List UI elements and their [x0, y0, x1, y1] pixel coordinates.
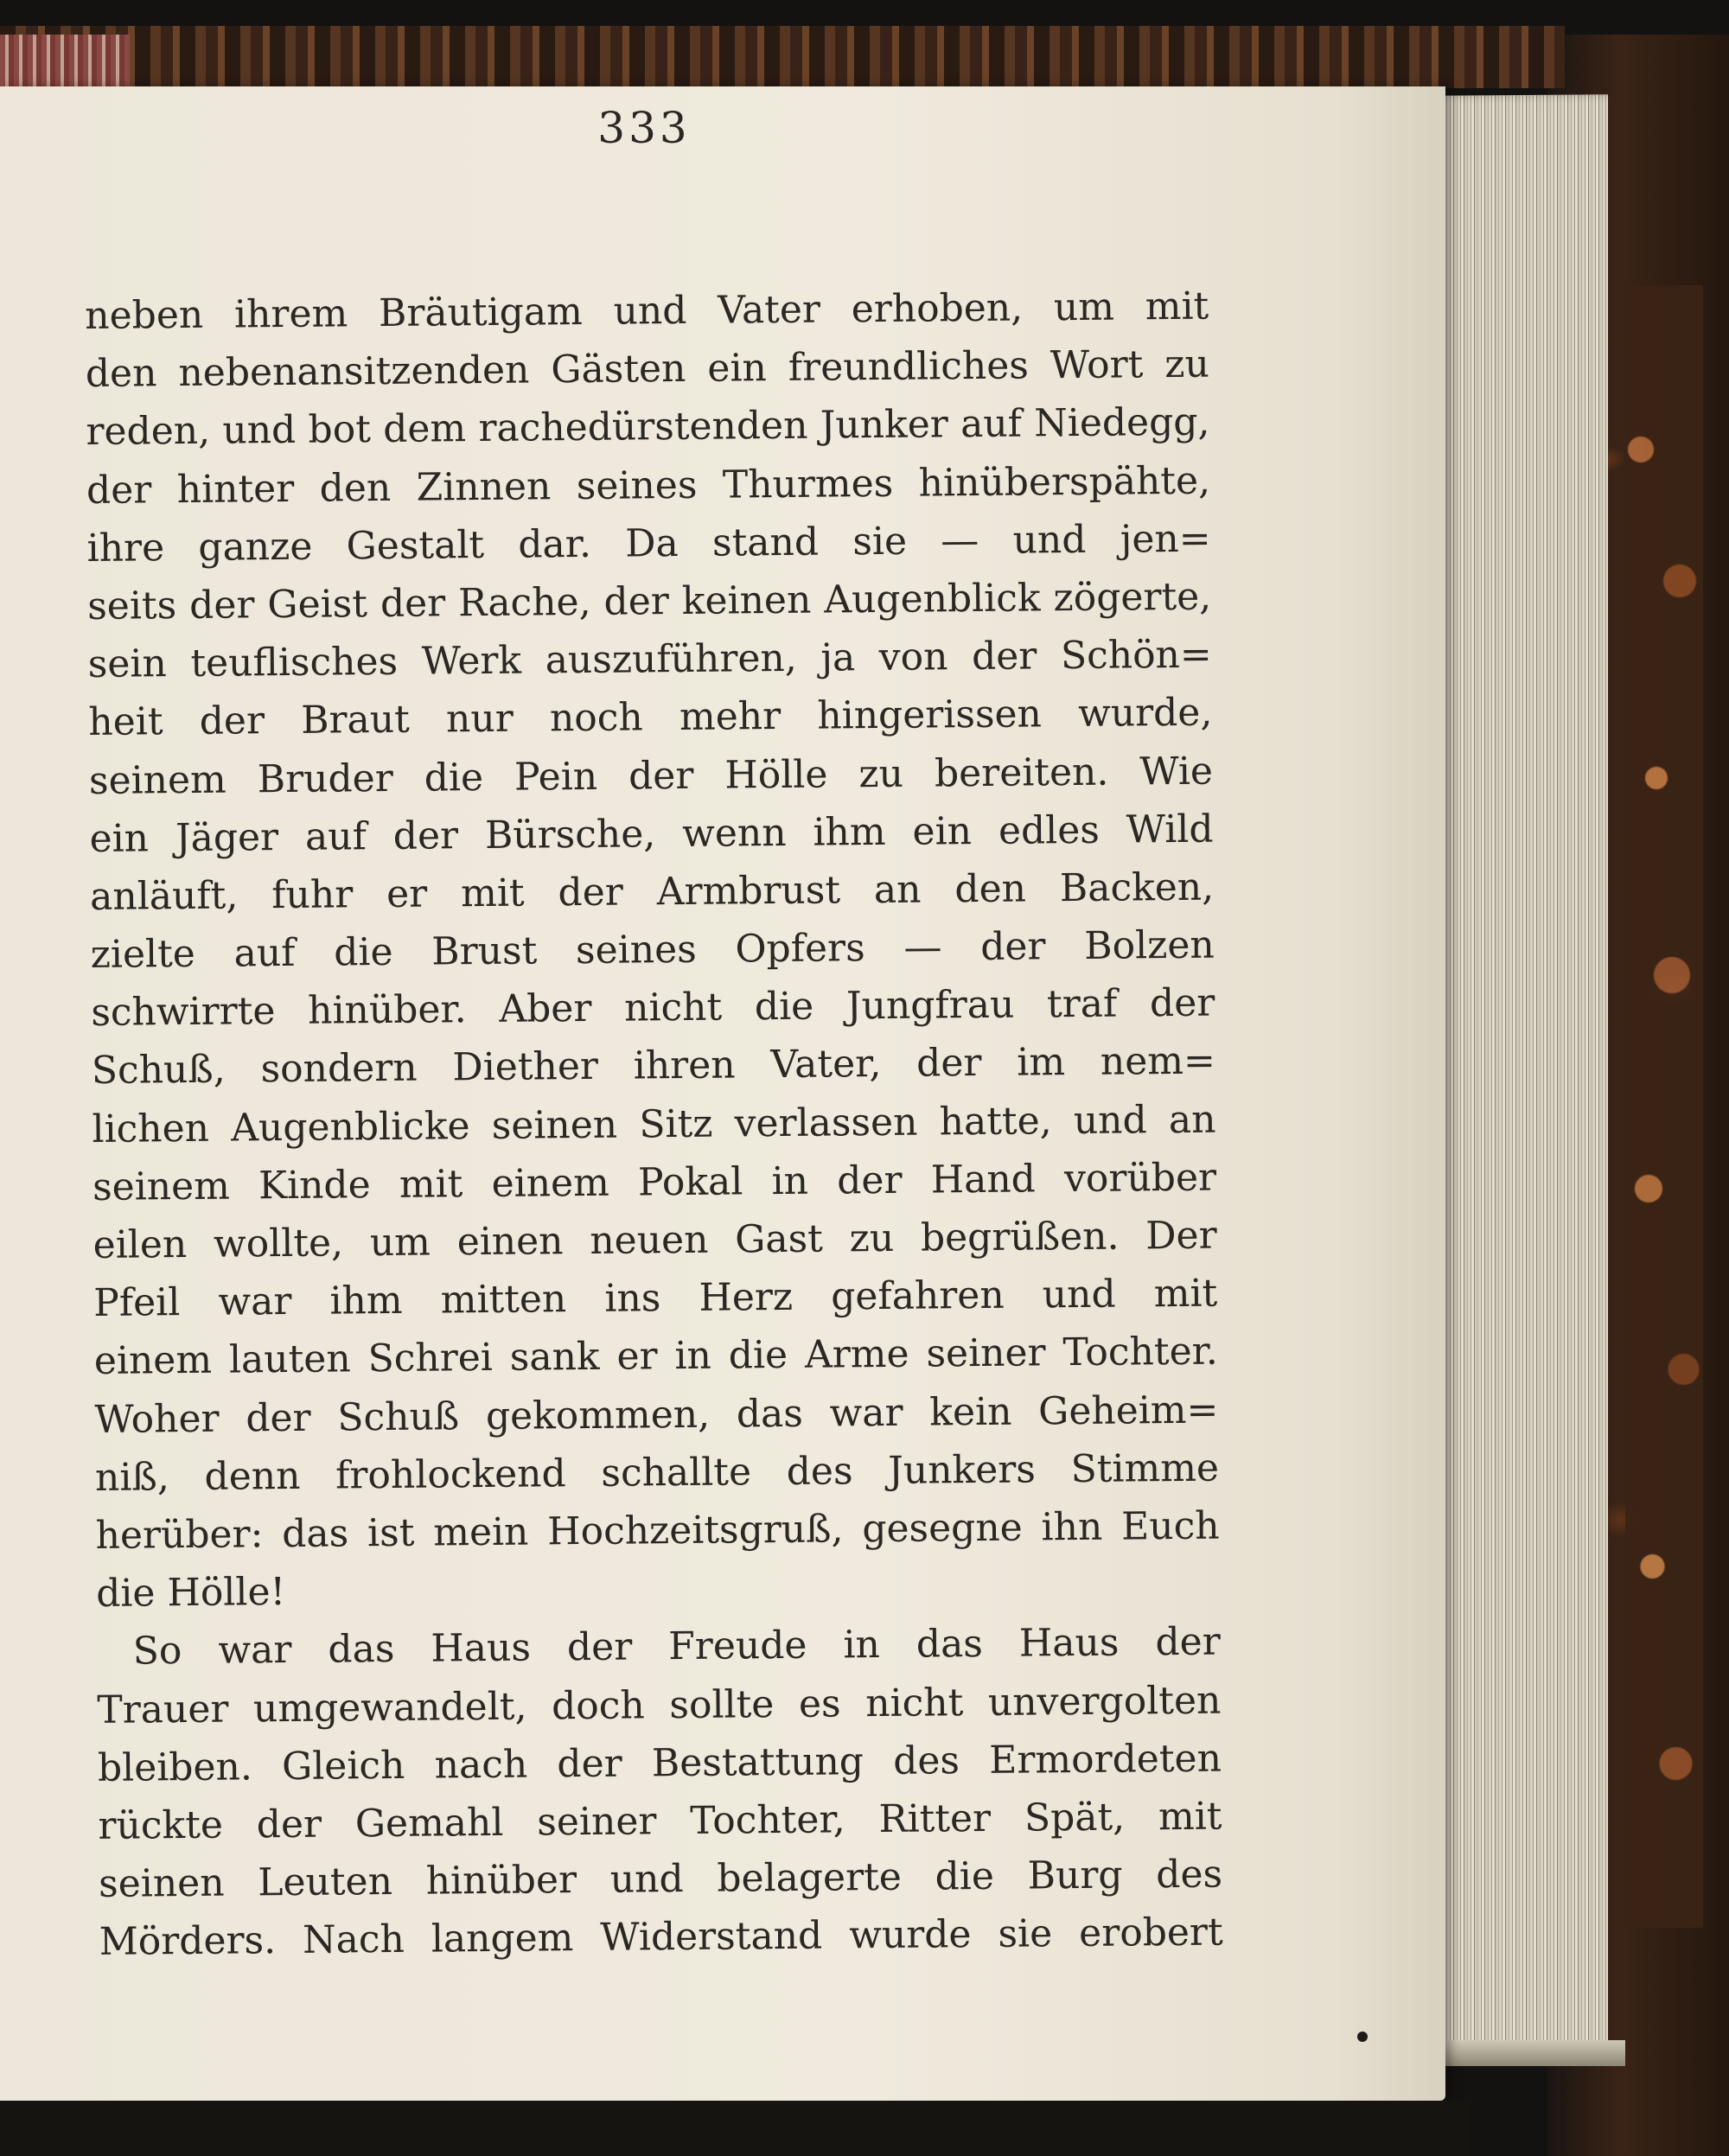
text-line: Trauer umgewandelt, doch sollte es nicht unvergolten	[97, 1678, 1222, 1732]
text-line: herüber: das ist mein Hochzeitsgruß, gesegne ihn Euch	[95, 1503, 1220, 1558]
text-line: anläuft, fuhr er mit der Armbrust an den Backen,	[89, 864, 1215, 919]
text-line: den nebenansitzenden Gästen ein freundliches Wort zu	[85, 341, 1210, 397]
text-line: reden, und bot dem rachedürstenden Junker auf Niedegg,	[86, 400, 1210, 455]
ink-dot	[1357, 2032, 1368, 2042]
text-line: rückte der Gemahl seiner Tochter, Ritter Spät, mit	[98, 1794, 1222, 1848]
text-line: lichen Augenblicke seinen Sitz verlassen hatte, und an	[92, 1097, 1216, 1151]
ribbon-bookmark	[0, 35, 130, 86]
text-line: ein Jäger auf der Bürsche, wenn ihm ein edles Wild	[89, 807, 1214, 861]
text-line: Schuß, sondern Diether ihren Vater, der im nem=	[91, 1039, 1216, 1094]
text-line: sein teuflisches Werk auszuführen, ja von der Schön=	[87, 632, 1212, 687]
text-line: Pfeil war ihm mitten ins Herz gefahren und mit	[93, 1271, 1218, 1326]
text-line: bleiben. Gleich nach der Bestattung des Ermordeten	[97, 1736, 1222, 1790]
text-line: seinem Kinde mit einem Pokal in der Hand vorüber	[92, 1155, 1217, 1209]
text-line: heit der Braut nur noch mehr hingerissen wurde,	[88, 690, 1213, 745]
background-shadow	[0, 2101, 1470, 2156]
text-line: So war das Haus der Freude in das Haus der	[132, 1619, 1221, 1674]
text-line: der hinter den Zinnen seines Thurmes hinüberspähte,	[86, 458, 1211, 513]
text-line: einem lauten Schrei sank er in die Arme seiner Tochter.	[93, 1329, 1219, 1384]
text-line: seits der Geist der Rache, der keinen Augenblick zögerte,	[87, 574, 1212, 628]
text-line: schwirrte hinüber. Aber nicht die Jungfrau traf der	[91, 980, 1215, 1036]
text-line: Mörders. Nach langem Widerstand wurde sie erobert	[99, 1910, 1223, 1965]
paragraph-2	[96, 1613, 1222, 1971]
page-text	[85, 277, 1223, 1972]
text-line: neben ihrem Bräutigam und Vater erhoben, um mit	[85, 284, 1209, 338]
paragraph-1	[85, 277, 1220, 1623]
book-spine-top	[0, 26, 1565, 88]
text-line: seinen Leuten hinüber und belagerte die Burg des	[98, 1852, 1223, 1906]
text-line: seinem Bruder die Pein der Hölle zu bereiten. Wie	[88, 749, 1214, 803]
text-line: ihre ganze Gestalt dar. Da stand sie — und jen=	[86, 516, 1211, 571]
text-line: zielte auf die Brust seines Opfers — der Bolzen	[90, 922, 1215, 978]
page-number: 333	[597, 103, 691, 153]
text-line: eilen wollte, um einen neuen Gast zu begrüßen. Der	[93, 1213, 1217, 1267]
text-line: niß, denn frohlockend schallte des Junkers Stimme	[94, 1445, 1220, 1500]
text-line: Woher der Schuß gekommen, das war kein Geheim=	[94, 1387, 1219, 1442]
marbled-cover-edge	[1625, 285, 1703, 1928]
text-line: die Hölle!	[95, 1570, 286, 1617]
page-stack-edges	[1426, 94, 1608, 2057]
page-stack-bottom	[1418, 2040, 1625, 2066]
